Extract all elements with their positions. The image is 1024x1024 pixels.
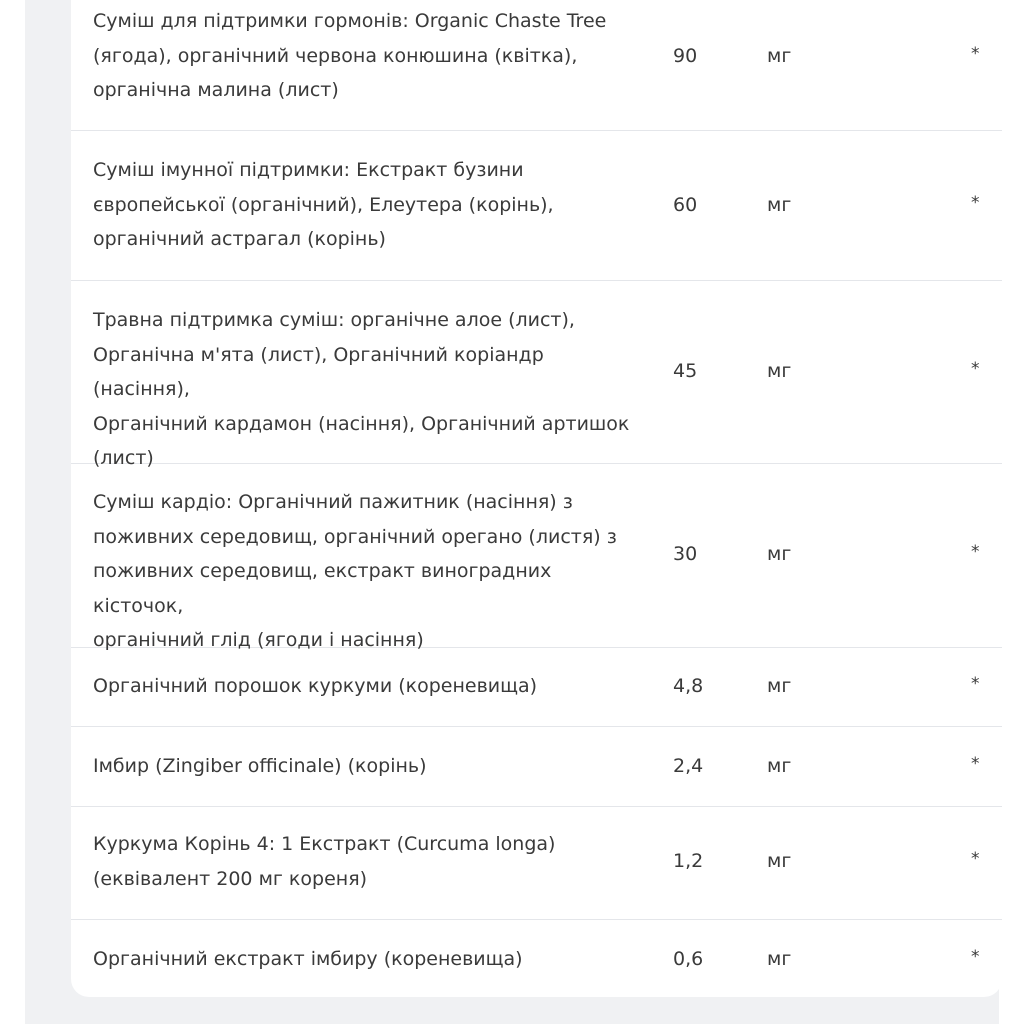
ingredient-unit: мг bbox=[767, 850, 792, 872]
table-row bbox=[71, 281, 1002, 469]
ingredient-name: Суміш кардіо: Органічний пажитник (насіння) з поживних середовищ, органічний орегано (листя) з поживних середовищ, екстракт виноградних кісточок, органічний глід (ягоди і насіння) bbox=[93, 491, 617, 651]
ingredient-unit: мг bbox=[767, 360, 792, 382]
daily-value: * bbox=[971, 359, 980, 379]
table-row bbox=[71, 727, 1002, 807]
daily-value: * bbox=[971, 44, 980, 64]
table-row bbox=[71, 0, 1002, 131]
daily-value: * bbox=[971, 193, 980, 213]
ingredient-unit: мг bbox=[767, 194, 792, 216]
ingredient-unit: мг bbox=[767, 45, 792, 67]
table-row bbox=[71, 131, 1002, 281]
daily-value: * bbox=[971, 754, 980, 774]
ingredient-amount: 30 bbox=[673, 543, 698, 565]
ingredient-name: Органічний екстракт імбиру (кореневища) bbox=[93, 948, 523, 970]
ingredient-name: Суміш для підтримки гормонів: Organic Chaste Tree (ягода), органічний червона конюшина (квітка), органічна малина (лист) bbox=[93, 10, 607, 101]
ingredient-amount: 60 bbox=[673, 194, 698, 216]
ingredient-unit: мг bbox=[767, 675, 792, 697]
table-row bbox=[71, 464, 1002, 651]
ingredient-name: Суміш імунної підтримки: Екстракт бузини європейської (органічний), Елеутера (корінь), органічний астрагал (корінь) bbox=[93, 159, 554, 250]
ingredient-amount: 4,8 bbox=[673, 675, 704, 697]
table-row bbox=[71, 648, 1002, 727]
ingredient-unit: мг bbox=[767, 948, 792, 970]
table-row bbox=[71, 807, 1002, 920]
content-panel bbox=[25, 0, 999, 1024]
ingredient-name: Імбир (Zingiber officinale) (корінь) bbox=[93, 755, 427, 777]
daily-value: * bbox=[971, 674, 980, 694]
ingredient-unit: мг bbox=[767, 755, 792, 777]
supplement-facts-table bbox=[71, 0, 1002, 997]
ingredient-amount: 0,6 bbox=[673, 948, 704, 970]
ingredient-amount: 1,2 bbox=[673, 850, 704, 872]
table-row bbox=[71, 920, 1002, 997]
ingredient-amount: 2,4 bbox=[673, 755, 704, 777]
ingredient-amount: 90 bbox=[673, 45, 698, 67]
daily-value: * bbox=[971, 849, 980, 869]
ingredient-name: Травна підтримка суміш: органічне алое (лист), Органічна м'ята (лист), Органічний коріандр (насіння), Органічний кардамон (насіння), Органічний артишок (лист) bbox=[93, 309, 630, 469]
daily-value: * bbox=[971, 542, 980, 562]
ingredient-name: Органічний порошок куркуми (кореневища) bbox=[93, 675, 538, 697]
ingredient-amount: 45 bbox=[673, 360, 698, 382]
ingredient-name: Куркума Корінь 4: 1 Екстракт (Curcuma longa) (еквівалент 200 мг кореня) bbox=[93, 833, 556, 890]
daily-value: * bbox=[971, 947, 980, 967]
ingredient-unit: мг bbox=[767, 543, 792, 565]
